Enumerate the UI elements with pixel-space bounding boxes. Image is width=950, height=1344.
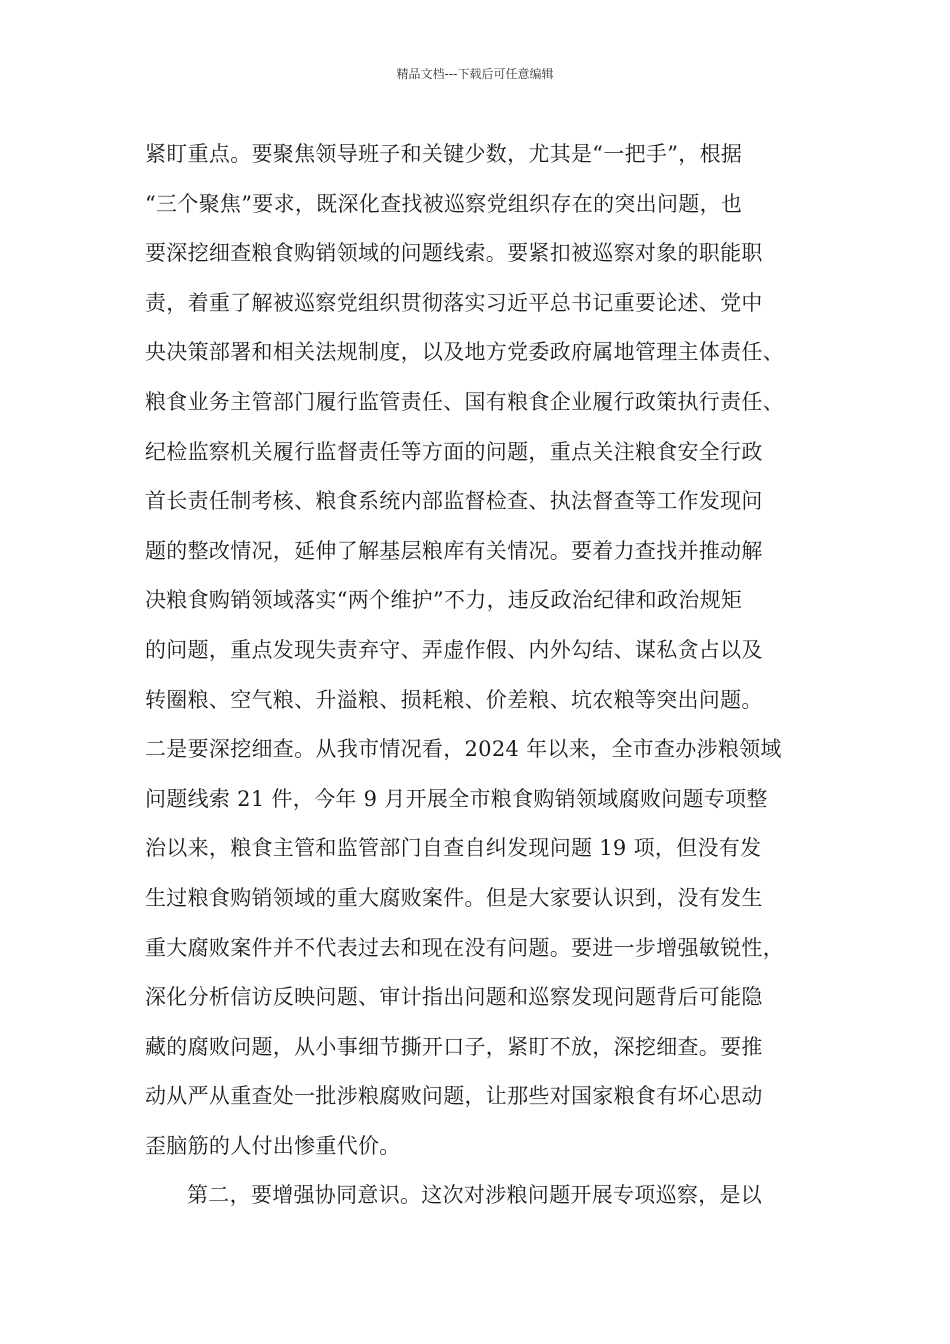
page-header: 精品文档---下载后可任意编辑: [396, 67, 554, 81]
text-line: 的问题，重点发现失责弃守、弄虚作假、内外勾结、谋私贪占以及: [145, 637, 763, 662]
text-line: 问题线索 21 件，今年 9 月开展全市粮食购销领域腐败问题专项整: [145, 786, 768, 811]
text-line: 首长责任制考核、粮食系统内部监督检查、执法督查等工作发现问: [145, 489, 763, 514]
text-line: 纪检监察机关履行监督责任等方面的问题，重点关注粮食安全行政: [145, 439, 763, 464]
text-line: 题的整改情况，延伸了解基层粮库有关情况。要着力查找并推动解: [145, 538, 763, 563]
text-line: 藏的腐败问题，从小事细节撕开口子，紧盯不放，深挖细查。要推: [145, 1034, 763, 1059]
text-line: 重大腐败案件并不代表过去和现在没有问题。要进一步增强敏锐性，: [145, 935, 784, 960]
text-line: 央决策部署和相关法规制度，以及地方党委政府属地管理主体责任、: [145, 340, 784, 365]
text-line: “三个聚焦”要求，既深化查找被巡察党组织存在的突出问题，也: [145, 191, 743, 216]
text-line: 决粮食购销领域落实“两个维护”不力，违反政治纪律和政治规矩: [145, 588, 743, 613]
text-line: 歪脑筋的人付出惨重代价。: [145, 1133, 401, 1158]
text-line: 粮食业务主管部门履行监管责任、国有粮食企业履行政策执行责任、: [145, 389, 784, 414]
text-line: 动从严从重查处一批涉粮腐败问题，让那些对国家粮食有坏心思动: [145, 1084, 763, 1109]
paragraph-start-line: 第二，要增强协同意识。这次对涉粮问题开展专项巡察，是以: [187, 1183, 763, 1208]
text-line: 责，着重了解被巡察党组织贯彻落实习近平总书记重要论述、党中: [145, 290, 763, 315]
text-line: 深化分析信访反映问题、审计指出问题和巡察发现问题背后可能隐: [145, 985, 763, 1010]
text-line: 二是要深挖细查。从我市情况看，2024 年以来，全市查办涉粮领域: [145, 737, 782, 762]
text-line: 生过粮食购销领域的重大腐败案件。但是大家要认识到，没有发生: [145, 885, 763, 910]
text-line: 治以来，粮食主管和监管部门自查自纠发现问题 19 项，但没有发: [145, 836, 762, 861]
text-line: 紧盯重点。要聚焦领导班子和关键少数，尤其是“一把手”，根据: [145, 142, 743, 166]
text-line: 转圈粮、空气粮、升溢粮、损耗粮、价差粮、坑农粮等突出问题。: [145, 687, 763, 712]
text-line: 要深挖细查粮食购销领域的问题线索。要紧扣被巡察对象的职能职: [145, 241, 763, 266]
body-text: [145, 130, 815, 1221]
